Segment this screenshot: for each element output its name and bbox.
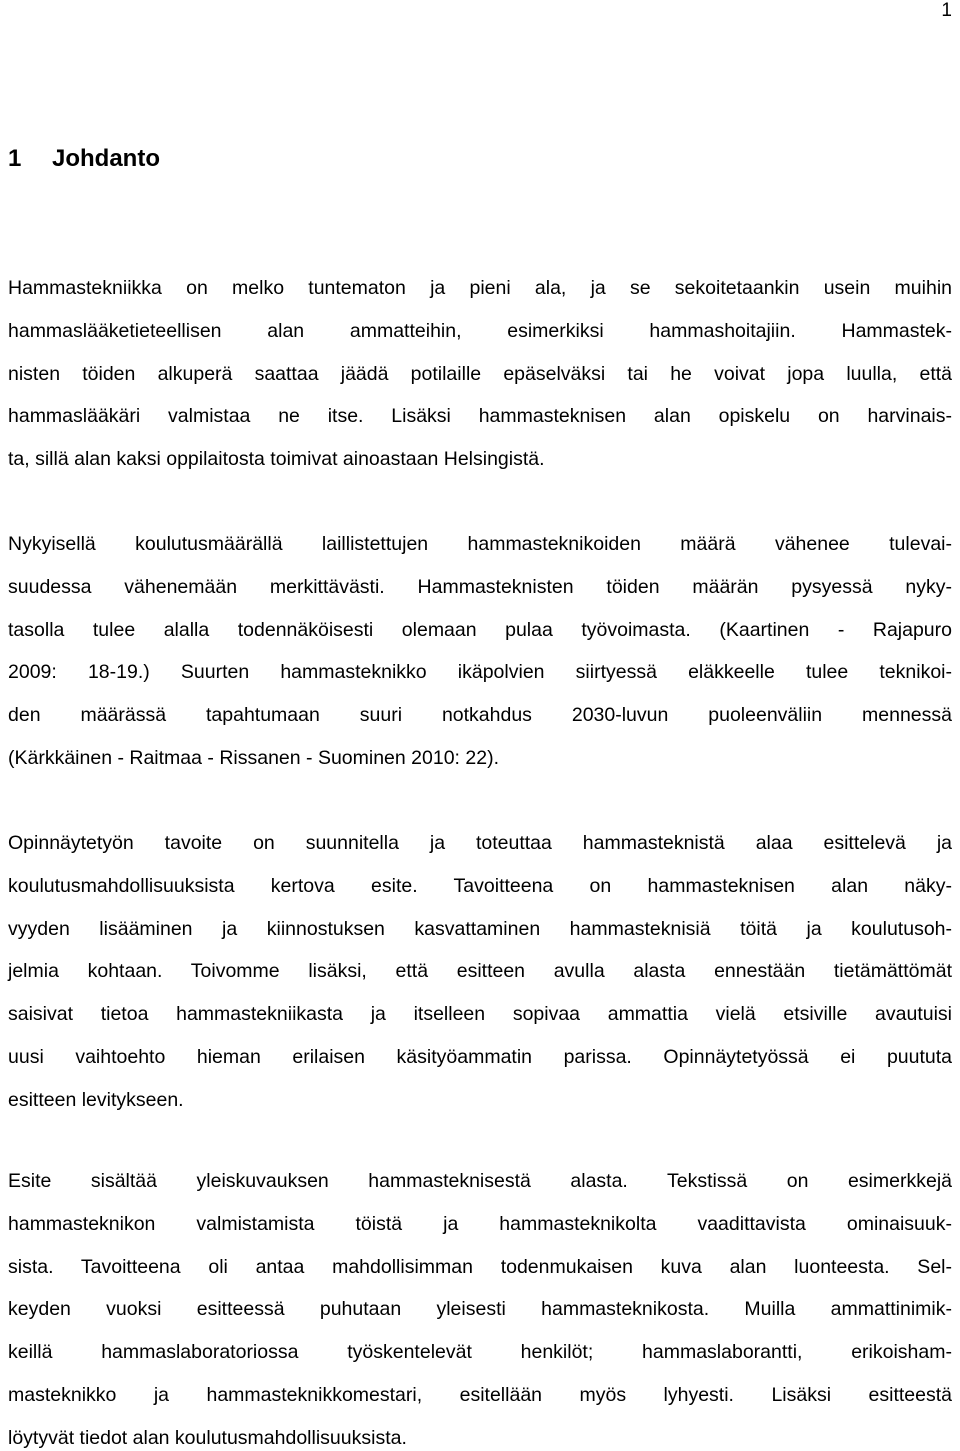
paragraph-line: Esite sisältää yleiskuvauksen hammasteknisestä alasta. Tekstissä on esimerkkejä: [8, 1170, 952, 1192]
paragraph-line: nisten töiden alkuperä saattaa jäädä potilaille epäselväksi tai he voivat jopa luulla, että: [8, 362, 952, 385]
paragraph-line: löytyvät tiedot alan koulutusmahdollisuuksista.: [8, 1426, 407, 1449]
paragraph-line: Hammastekniikka on melko tuntematon ja pieni ala, ja se sekoitetaankin usein muihin: [8, 277, 952, 299]
paragraph-line: uusi vaihtoehto hieman erilaisen käsityöammatin parissa. Opinnäytetyössä ei puututa: [8, 1046, 952, 1068]
paragraph-line: Nykyisellä koulutusmäärällä laillistettujen hammasteknikoiden määrä vähenee tulevai-: [8, 533, 952, 555]
paragraph-line: hammaslääkäri valmistaa ne itse. Lisäksi hammasteknisen alan opiskelu on harvinais-: [8, 405, 952, 428]
paragraph-line: hammaslääketieteellisen alan ammatteihin, esimerkiksi hammashoitajiin. Hammastek-: [8, 319, 952, 342]
paragraph-line: vyyden lisääminen ja kiinnostuksen kasvattaminen hammasteknisiä töitä ja koulutusoh-: [8, 917, 952, 940]
paragraph-line: masteknikko ja hammasteknikkomestari, esitellään myös lyhyesti. Lisäksi esitteestä: [8, 1384, 952, 1406]
paragraph-line: ta, sillä alan kaksi oppilaitosta toimivat ainoastaan Helsingistä.: [8, 448, 545, 471]
paragraph-line: keillä hammaslaboratoriossa työskentelevät henkilöt; hammaslaborantti, erikoisham-: [8, 1341, 952, 1364]
paragraph-line: 2009: 18-19.) Suurten hammasteknikko ikäpolvien siirtyessä eläkkeelle tulee teknikoi-: [8, 661, 952, 684]
chapter-heading: [8, 144, 160, 174]
paragraph-line: suudessa vähenemään merkittävästi. Hammasteknisten töiden määrän pysyessä nyky-: [8, 575, 952, 598]
chapter-title: Johdanto: [52, 145, 160, 172]
paragraph-line: sista. Tavoitteena oli antaa mahdollisimman todenmukaisen kuva alan luonteesta. Sel-: [8, 1255, 952, 1278]
chapter-number: 1: [8, 145, 22, 172]
paragraph-line: koulutusmahdollisuuksista kertova esite. Tavoitteena on hammasteknisen alan näky-: [8, 874, 952, 897]
paragraph-line: keyden vuoksi esitteessä puhutaan yleisesti hammasteknikosta. Muilla ammattinimik-: [8, 1298, 952, 1321]
paragraph-line: jelmia kohtaan. Toivomme lisäksi, että esitteen avulla alasta ennestään tietämättömät: [8, 960, 952, 983]
paragraph-line: tasolla tulee alalla todennäköisesti olemaan pulaa työvoimasta. (Kaartinen - Rajapuro: [8, 618, 952, 641]
page-number: 1: [941, 0, 952, 21]
paragraph-line: (Kärkkäinen - Raitmaa - Rissanen - Suominen 2010: 22).: [8, 747, 499, 769]
paragraph-line: saisivat tietoa hammastekniikasta ja itselleen sopivaa ammattia vielä etsiville avautuisi: [8, 1003, 952, 1026]
paragraph-line: den määrässä tapahtumaan suuri notkahdus 2030-luvun puoleenväliin mennessä: [8, 704, 952, 727]
paragraph-line: esitteen levitykseen.: [8, 1088, 184, 1111]
paragraph-line: Opinnäytetyön tavoite on suunnitella ja toteuttaa hammasteknistä alaa esittelevä ja: [8, 832, 952, 854]
paragraph-line: hammasteknikon valmistamista töistä ja hammasteknikolta vaadittavista ominaisuuk-: [8, 1212, 952, 1235]
